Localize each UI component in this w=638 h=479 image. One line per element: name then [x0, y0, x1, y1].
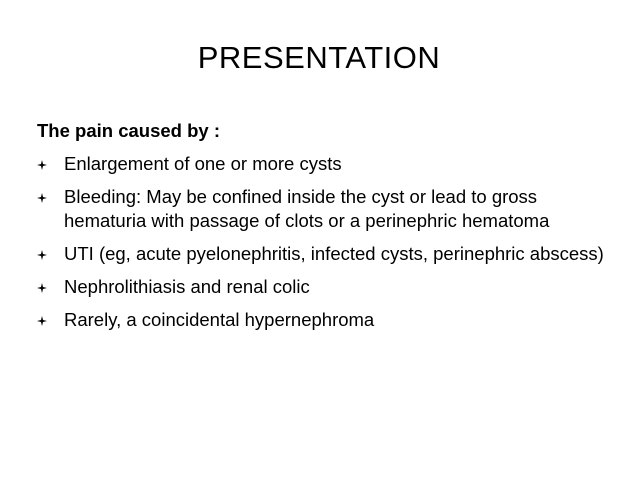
diamond-bullet-icon — [37, 316, 47, 326]
diamond-bullet-icon — [37, 193, 47, 203]
bullet-text: UTI (eg, acute pyelonephritis, infected cysts, perinephric abscess) — [64, 243, 604, 264]
list-item — [37, 275, 607, 299]
slide-title: PRESENTATION — [197, 40, 441, 75]
slide-content — [37, 119, 607, 341]
list-item — [37, 308, 607, 332]
intro-text: The pain caused by : — [37, 120, 220, 141]
diamond-bullet-icon — [37, 250, 47, 260]
diamond-bullet-icon — [37, 283, 47, 293]
bullet-text: Bleeding: May be confined inside the cyst or lead to gross hematuria with passage of clots or a perinephric hematoma — [64, 186, 550, 231]
list-item — [37, 242, 607, 266]
list-item — [37, 185, 607, 233]
bullet-text: Nephrolithiasis and renal colic — [64, 276, 310, 297]
list-item — [37, 152, 607, 176]
diamond-bullet-icon — [37, 160, 47, 170]
bullet-list — [37, 152, 607, 332]
bullet-text: Enlargement of one or more cysts — [64, 153, 342, 174]
bullet-text: Rarely, a coincidental hypernephroma — [64, 309, 375, 330]
